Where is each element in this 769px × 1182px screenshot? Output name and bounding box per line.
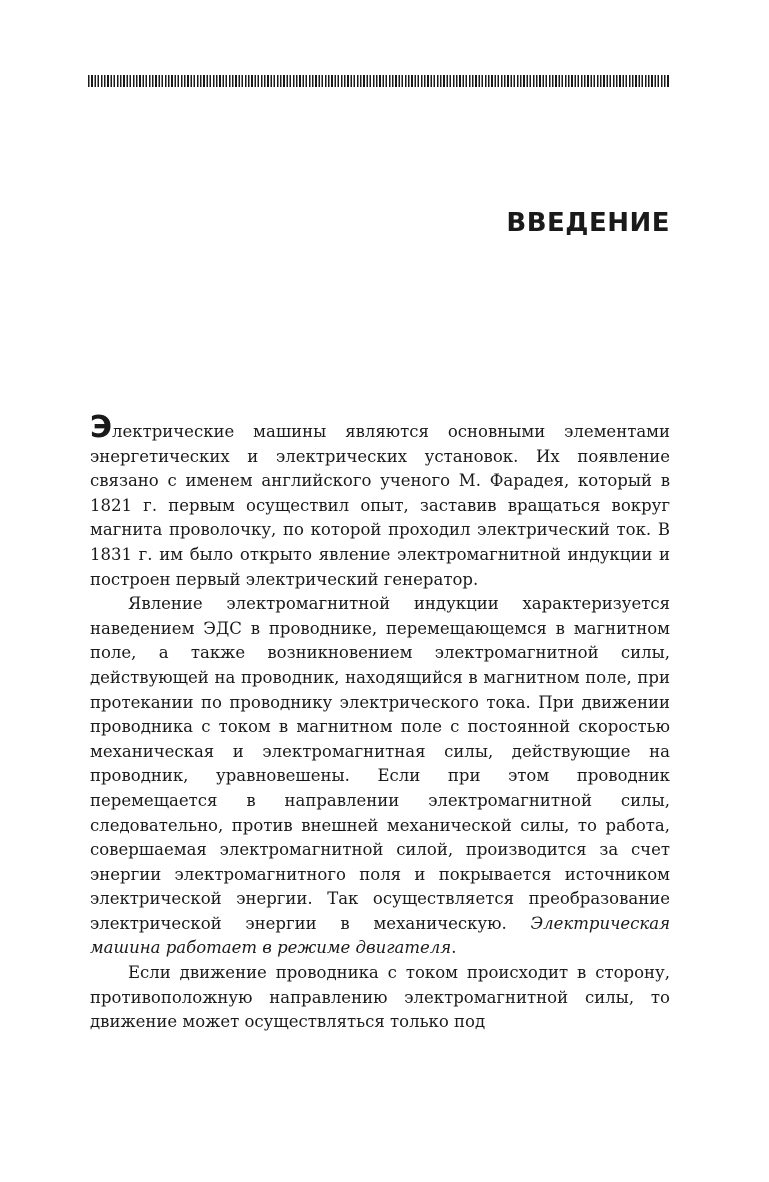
drop-cap-letter: Э — [90, 410, 113, 445]
paragraph-2-text: Явление электромагнитной индукции характеризуется наведением ЭДС в проводнике, перемещающемся в магнитном поле, а также возникновением электромагнитной силы, действующей на проводник, находящийся в магнитном поле, при протекании по проводнику электрического тока. При движении проводника с током в магнитном поле с постоянной скоростью механическая и электромагнитная силы, действующие на проводник, уравновешены. Если при этом проводник перемещается в направлении электромагнитной силы, следовательно, против внешней механической силы, то работа, совершаемая электромагнитной силой, производится за счет энергии электромагнитного поля и покрывается источником электрической энергии. Так осуществляется преобразование электрической энергии в механическую. — [90, 594, 670, 933]
header-decorative-rule — [88, 75, 670, 87]
paragraph-1-text: лектрические машины являются основными элементами энергетических и электрических установок. Их появление связано с именем английского ученого М. Фарадея, который в 1821 г. первым осуществил опыт, заставив вращаться вокруг магнита проволочку, по которой проходил электрический ток. В 1831 г. им было открыто явление электромагнитной индукции и построен первый электрический генератор. — [90, 422, 670, 589]
body-text — [90, 410, 670, 1035]
paragraph-2 — [90, 592, 670, 961]
chapter-title: ВВЕДЕНИЕ — [506, 208, 670, 238]
paragraph-1 — [90, 410, 670, 592]
paragraph-2-end: . — [451, 938, 457, 958]
paragraph-3 — [90, 961, 670, 1035]
paragraph-2-emphasis: Электрическая машина работает в режиме двигателя — [90, 913, 670, 958]
paragraph-3-text: Если движение проводника с током происходит в сторону, противоположную направлению электромагнитной силы, то движение может осуществляться только под — [90, 963, 670, 1032]
